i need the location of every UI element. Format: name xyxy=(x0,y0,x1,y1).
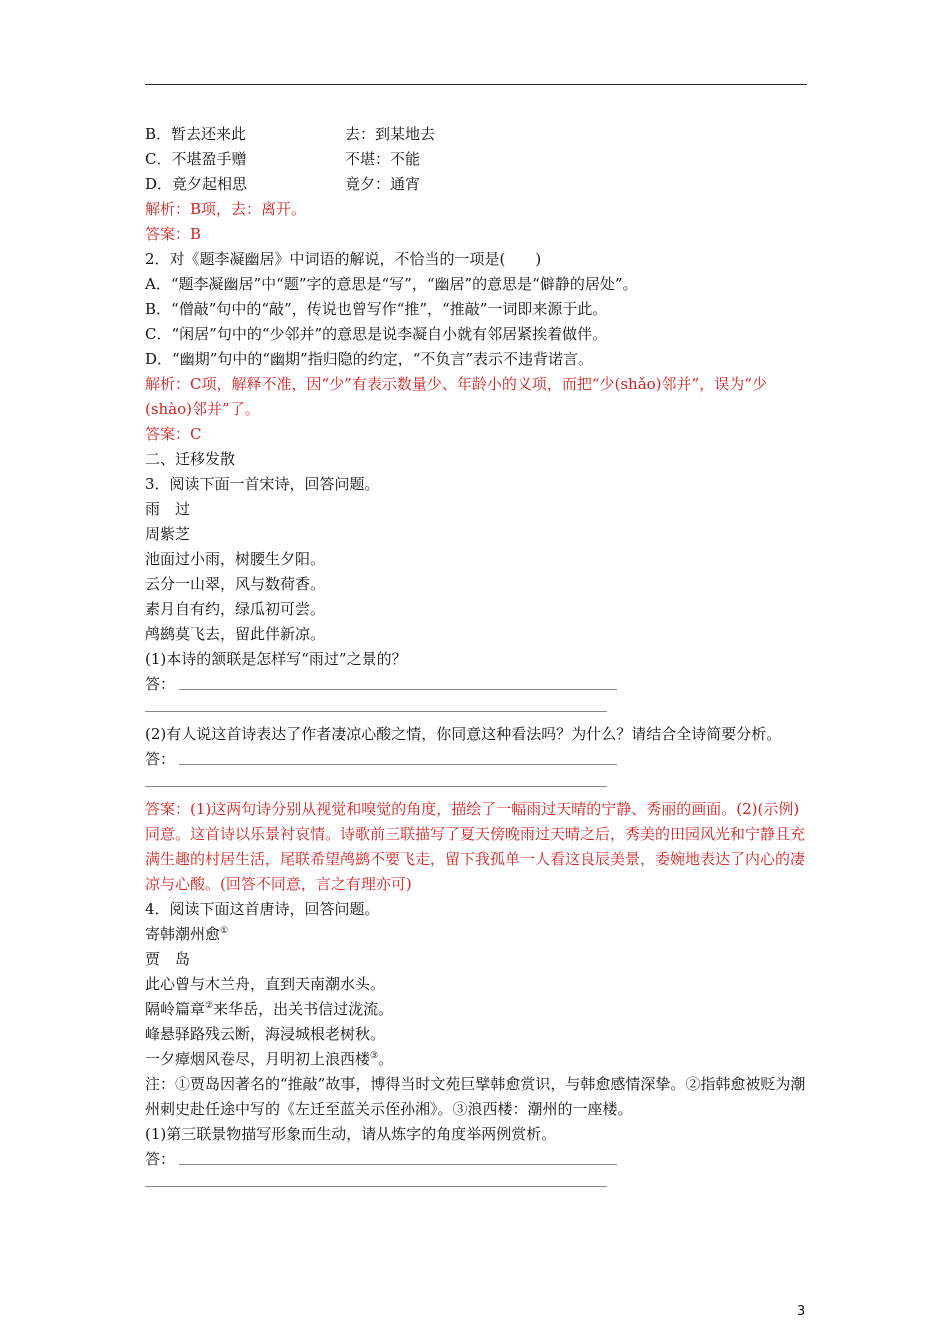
q3-poem-line: 云分一山翠，风与数荷香。 xyxy=(145,575,326,593)
answer-blank xyxy=(179,689,617,690)
answer-label: 答： xyxy=(145,1150,176,1168)
answer-blank xyxy=(145,772,810,797)
q3-poem-author: 周紫芝 xyxy=(145,525,191,543)
q4-poem-line xyxy=(145,1047,810,1072)
q1-option-c-gloss: 不堪：不能 xyxy=(345,150,421,168)
q1-option-d xyxy=(145,172,810,197)
q1-analysis: 解析：B项，去：离开。 xyxy=(145,200,307,218)
section-heading: 二、迁移发散 xyxy=(145,450,236,468)
q2-option-a: A．“题李凝幽居”中“题”字的意思是“写”，“幽居”的意思是“僻静的居处”。 xyxy=(145,275,638,293)
q1-option-b xyxy=(145,122,810,147)
q3-poem-title: 雨 过 xyxy=(145,500,191,518)
q4-stem: 4．阅读下面这首唐诗，回答问题。 xyxy=(145,900,380,918)
q1-option-c-text: C．不堪盈手赠 xyxy=(145,150,247,168)
answer-blank xyxy=(145,697,810,722)
q4-poem-title xyxy=(145,922,810,947)
q3-answer-line-2 xyxy=(145,747,810,772)
q2-option-c: C．“闲居”句中的“少邻并”的意思是说李凝自小就有邻居紧挨着做伴。 xyxy=(145,325,608,343)
q4-title-text: 寄韩潮州愈 xyxy=(145,925,221,943)
q1-option-b-gloss: 去：到某地去 xyxy=(345,125,436,143)
footnote-mark: ② xyxy=(205,1001,214,1011)
q4-poem-author: 贾 岛 xyxy=(145,950,191,968)
q4-line-part: 隔岭篇章 xyxy=(145,1000,206,1018)
q4-sub-question-1: (1)第三联景物描写形象而生动，请从炼字的角度举两例赏析。 xyxy=(145,1125,557,1143)
q4-line-part: 来华岳，出关书信过泷流。 xyxy=(213,1000,394,1018)
q4-line-part: 。 xyxy=(378,1050,394,1068)
q3-poem-line: 鸬鹚莫飞去，留此伴新凉。 xyxy=(145,625,326,643)
q3-stem: 3．阅读下面一首宋诗，回答问题。 xyxy=(145,475,380,493)
document-body xyxy=(145,122,810,1197)
q2-option-d: D．“幽期”句中的“幽期”指归隐的约定，“不负言”表示不违背诺言。 xyxy=(145,350,594,368)
q4-poem-line: 此心曾与木兰舟，直到天南潮水头。 xyxy=(145,975,386,993)
q2-stem: 2．对《题李凝幽居》中词语的解说，不恰当的一项是( ) xyxy=(145,250,542,268)
header-rule xyxy=(145,84,807,85)
answer-label: 答： xyxy=(145,750,176,768)
answer-label: 答： xyxy=(145,675,176,693)
q3-sub-question-2: (2)有人说这首诗表达了作者凄凉心酸之情，你同意这种看法吗？为什么？请结合全诗简要分析。 xyxy=(145,725,782,743)
q3-poem-line: 池面过小雨，树腰生夕阳。 xyxy=(145,550,326,568)
q3-answer-line-1 xyxy=(145,672,810,697)
q1-option-b-text: B．暂去还来此 xyxy=(145,125,247,143)
q1-answer: 答案：B xyxy=(145,225,202,243)
footnote-mark: ① xyxy=(220,926,229,936)
q4-answer-line xyxy=(145,1147,810,1172)
q3-poem-line: 素月自有约，绿瓜初可尝。 xyxy=(145,600,326,618)
q3-sub-question-1: (1)本诗的颔联是怎样写“雨过”之景的？ xyxy=(145,650,407,668)
q2-option-b: B．“僧敲”句中的“敲”，传说也曾写作“推”，“推敲”一词即来源于此。 xyxy=(145,300,608,318)
answer-blank xyxy=(145,1172,810,1197)
q2-analysis: 解析：C项，解释不准，因“少”有表示数量少、年龄小的义项，而把“少(shǎo)邻并”，误为“少(shào)邻并”了。 xyxy=(145,375,767,418)
q2-answer: 答案：C xyxy=(145,425,202,443)
q1-option-d-text: D．竟夕起相思 xyxy=(145,175,248,193)
q3-answer: 答案：(1)这两句诗分别从视觉和嗅觉的角度，描绘了一幅雨过天晴的宁静、秀丽的画面。(2)(示例)同意。这首诗以乐景衬哀情。诗歌前三联描写了夏天傍晚雨过天晴之后，秀美的田园风光和宁静且充满生趣的村居生活，尾联希望鸬鹚不要飞走，留下我孤单一人看这良辰美景，委婉地表达了内心的凄凉与心酸。(回答不同意，言之有理亦可) xyxy=(145,800,806,893)
answer-blank xyxy=(179,1164,617,1165)
q4-poem-line: 峰悬驿路残云断，海浸城根老树秋。 xyxy=(145,1025,386,1043)
footnote-mark: ③ xyxy=(370,1051,379,1061)
answer-blank xyxy=(179,764,617,765)
q4-poem-line xyxy=(145,997,810,1022)
q4-note: 注：①贾岛因著名的“推敲”故事，博得当时文苑巨擘韩愈赏识，与韩愈感情深挚。②指韩愈被贬为潮州刺史赴任途中写的《左迁至蓝关示侄孙湘》。③浪西楼：潮州的一座楼。 xyxy=(145,1075,806,1118)
page-number: 3 xyxy=(797,1304,806,1319)
q1-option-d-gloss: 竟夕：通宵 xyxy=(345,175,421,193)
q1-option-c xyxy=(145,147,810,172)
q4-line-part: 一夕瘴烟风卷尽，月明初上浪西楼 xyxy=(145,1050,371,1068)
